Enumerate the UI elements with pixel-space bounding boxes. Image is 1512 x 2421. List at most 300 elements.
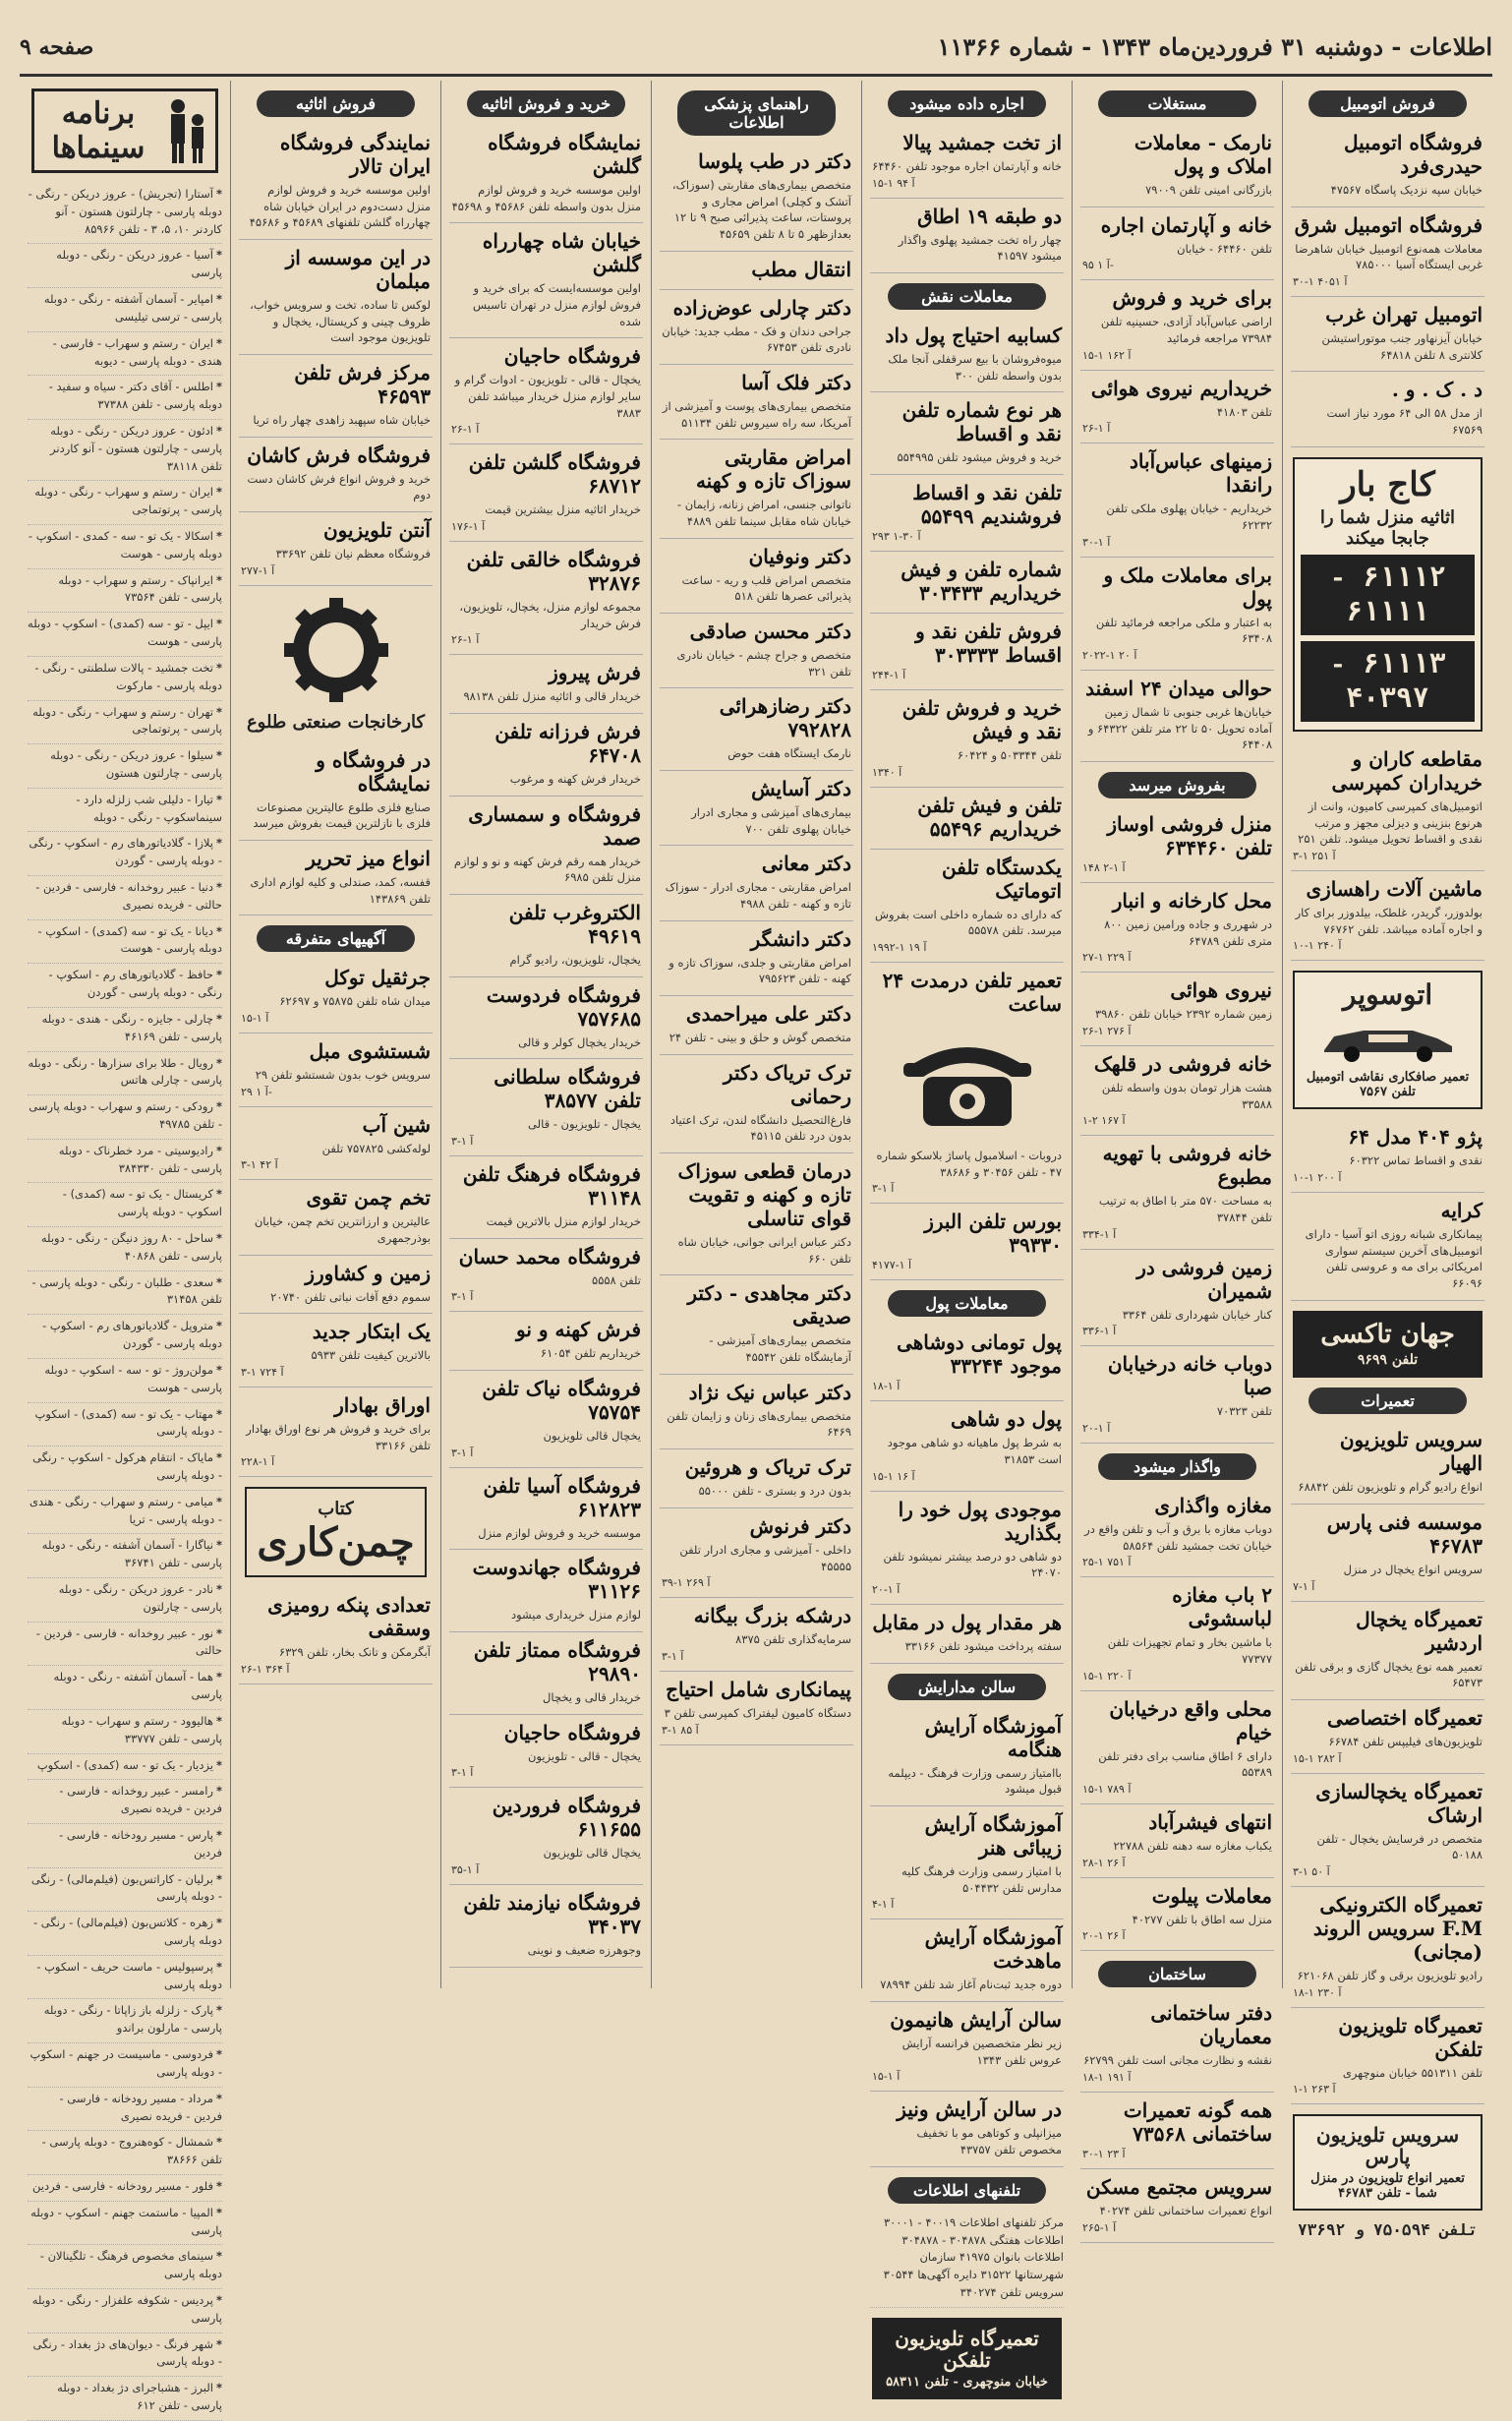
furniture-trade-ad-code: ۱۷۶-۱ آ [451,520,486,534]
cinema-listing [28,701,222,745]
heavy-vehicles-ad-body: اتومبیل‌های کمپرسی کامیون، وانت از هرنوع بنزینی و دیزلی مجهز و مرتب نقدی و اقساط تحویل میشود. تلفن ۲۵۱ [1298,799,1483,847]
toloo-industries-label: کارخانجات صنعتی طلوع [246,711,426,733]
medical-ad-title: دکتر در طب پلوسا [698,149,851,173]
furniture-trade-ad [449,542,643,655]
medical-ad-body: ناتوانی جنسی، امراض زنانه، زایمان - خیابان شاه مقابل سینما تلفن ۴۸۸۹ [676,498,851,529]
misc-ad-title: شستشوی مبل [309,1039,431,1064]
misc-ad-body: بالاترین کیفیت تلفن ۵۹۳۳ [311,1348,431,1363]
furniture-trade-ad-title: نمایشگاه فروشگاه گلشن [488,131,641,178]
for-sale-ad-body: کنار خیابان شهرداری تلفن ۳۳۶۴ [1122,1307,1272,1322]
misc-ad-body: میدان شاه تلفن ۷۵۸۷۵ و ۶۲۶۹۷ [279,994,431,1009]
furniture-trade-ad-body: خریدار همه رقم فرش کهنه و نو و لوازم منزل تلفن ۶۹۸۵ [453,854,641,885]
section-header-car-sales: فروش اتومبیل [1308,90,1468,117]
furniture-trade-ad-body: اولین موسسه خرید و فروش لوازم منزل بدون واسطه تلفن ۴۵۶۸۶ و ۴۵۶۹۸ [451,183,641,213]
real-estate-ad-body: خریداریم - خیابان پهلوی ملکی تلفن ۶۲۲۳۲ [1106,502,1272,533]
bullet-icon: * [215,1450,222,1465]
medical-ad-body: بیماری‌های آمیزشی و مجاری ادرار خیابان پهلوی تلفن ۷۰۰ [691,805,851,836]
phone-trade-ad-body: که دارای ده شماره داخلی است بفروش میرسد. تلفن ۵۵۵۷۸ [874,907,1062,938]
for-sale-ad-title: خانه فروشی با تهویه مطبوع [1102,1142,1272,1190]
medical-ad [660,365,853,440]
medical-ad-body: متخصص و جراح چشم - خیابان نادری تلفن ۳۲۱ [676,648,851,679]
furniture-trade-ad-body: وجوهرزه ضعیف و نوینی [527,1943,641,1958]
bullet-icon: * [215,2003,222,2018]
medical-ad-title: دکتر رضازهرائی ۷۹۲۸۲۸ [719,694,851,742]
medical-ad [660,440,853,538]
misc-ad-code: ۳-۱ آ ۴۲ [241,1158,278,1172]
furniture-trade-ad-title: فرش پیروز [549,661,641,685]
kajbar-ad-box [1293,457,1483,732]
cinema-listing [28,244,222,288]
money-trade-ad-code: ۲۰-۱ آ [872,1583,901,1597]
cinema-listing [28,1666,222,1710]
real-estate-ad-title: زمینهای عباس‌آباد رانقدا [1130,449,1272,498]
furniture-trade-ad [449,1885,643,1968]
section-header-real-estate: مستغلات [1098,90,1257,117]
bullet-icon: * [215,423,222,438]
bullet-icon: * [215,2381,222,2395]
for-lease-ad [1080,1577,1274,1690]
furniture-trade-ad [449,1468,643,1551]
money-trade-ad-title: پول دو شاهی [951,1407,1062,1432]
metal-industries-ad-body: قفسه، کمد، صندلی و کلیه لوازم اداری تلفن ۱۴۳۸۶۹ [250,875,431,906]
real-estate-ad-body: اراضی عباس‌آباد آزادی، حسینیه تلفن ۷۳۹۸۴ مراجعه فرمائید [1100,315,1272,346]
furniture-trade-ad-body: یخچال - تلویزیون - قالی [528,1117,641,1132]
column-furniture-misc [230,81,440,1988]
for-lease-ad-body: دارای ۶ اطاق مناسب برای دفتر تلفن ۵۵۳۸۹ [1098,1748,1272,1780]
medical-ad-body: متخصص امراض قلب و ریه - ساعت پذیرائی عصرها تلفن ۵۱۸ [681,572,851,604]
furniture-trade-ad-title: فروشگاه جهاندوست ۳۱۱۲۶ [472,1556,641,1604]
cinema-listing [28,2245,222,2289]
cinema-listing [28,569,222,614]
rental-ad-body: خانه و آپارتمان اجاره موجود تلفن ۶۴۴۶۰ [872,159,1062,173]
bullet-icon: * [215,572,222,587]
medical-ad-title: امراض مقاربتی سوزاک تازه و کهنه [695,445,851,494]
phone-trade-ad-title: تلفن و فیش تلفن خریداریم ۵۵۴۹۶ [917,793,1062,841]
cinema-listing-text: ایپل - تو - سه (کمدی) - اسکوپ - دوبله پارسی - هوست [28,617,222,649]
autosuper-ad-box [1293,971,1483,1109]
furniture-sale-ad [239,125,433,240]
cinema-listing [28,1956,222,2000]
cinema-listing [28,2289,222,2333]
bullet-icon: * [215,2293,222,2307]
medical-ad [660,539,853,614]
bullet-icon: * [215,2249,222,2264]
bullet-icon: * [215,748,222,763]
furniture-trade-ad-body: موسسه خرید و فروش لوازم منزل [478,1525,641,1540]
furniture-trade-ad-title: فروشگاه و سمساری صمد [468,801,641,850]
section-header-rentals: اجاره داده میشود [888,90,1047,117]
phone-trade-ad [870,392,1064,475]
furniture-trade-ad-title: فروشگاه آسیا تلفن ۶۱۲۸۲۳ [483,1473,641,1521]
cinema-listing [28,2333,222,2378]
bullet-icon: * [215,380,222,394]
medical-ad-body: متخصص بیماری‌های مقاربتی (سوزاک، آتشک و کچلی) امراض مجاری و پروستات، ساعت پذیرائی صبح ۹ تا ۱۲ بعدازظهر ۵ تا ۸ تلفن ۴۵۶۵۹ [671,178,851,242]
cinema-listing-text: رویال - طلا برای سزارها - رنگی - دوبله پارسی - چارلی هاتس [28,1055,222,1088]
fans-ad [239,1587,433,1684]
pars-tv-body: تعمیر انواع تلویزیون در منزل شما - تلفن ۴۶۷۸۳ [1310,2171,1465,2202]
cinema-listing [28,525,222,569]
metal-industries-ad [239,841,433,915]
for-sale-ad-body: تلفن ۷۰۳۲۳ [1216,1404,1272,1419]
column-medical-guide [651,81,861,1988]
furniture-trade-ad-code: ۳۵-۱ آ [451,1863,480,1877]
for-lease-ad [1080,1691,1274,1804]
medical-ad-title: درشکه بزرگ بیگانه [693,1604,851,1628]
beauty-salon-ad-body: میزانپلی و کوتاهی مو با تخفیف مخصوص تلفن ۴۳۷۵۷ [916,2126,1062,2157]
for-sale-ad-code: ۱۴۸ آ ۱-۲ [1082,861,1126,875]
misc-ad [239,1107,433,1181]
misc-ad-code: ۳-۱ آ ۷۲۴ [241,1366,284,1380]
bullet-icon: * [215,968,222,982]
cinema-listing-text: امپایر - آسمان آشفته - رنگی - دوبله پارسی - ترسی تیلیسی [43,292,222,324]
cinema-listing [28,2202,222,2246]
rental-ad [870,199,1064,273]
cinema-listing-text: رامسر - عبیر روخدانه - فارسی - فردین - فریده نصیری [59,1784,222,1816]
cinema-listing [28,1227,222,1271]
phone-trade-ad [870,475,1064,552]
furniture-trade-ad [449,444,643,542]
phone-repair-body: دروبات - اسلامبول پاساژ بلاسکو شماره ۴۷ - تلفن ۳۰۴۵۶ و ۳۸۶۸۶ [876,1149,1062,1179]
cinema-listing [28,481,222,525]
medical-ad-body: داخلی - آمیزشی و مجاری ادرار تلفن ۴۵۵۵۵ [679,1542,851,1573]
real-estate-ad [1080,280,1274,370]
furniture-sale-ad-title: آنتن تلویزیون [322,518,431,543]
furniture-trade-ad-body: مجموعه لوازم منزل، یخچال، تلویزیون، فرش خریدار [459,600,641,630]
cinema-listing-text: دنیا - عبیر روخدانه - فارسی - فردین - حالتی - فریده نصیری [35,880,222,912]
bullet-icon: * [215,1406,222,1421]
beauty-salon-ad-title: آموزشگاه آرایش هنگامه [924,1713,1062,1761]
cinema-listing [28,420,222,481]
construction-ad-title: همه گونه تعمیرات ساختمانی ۷۳۵۶۸ [1123,2098,1272,2147]
phone-repair-title: تعمیر تلفن درمدت ۲۴ ساعت [882,969,1062,1017]
for-sale-ad [1080,1250,1274,1347]
furniture-trade-ad [449,1312,643,1371]
real-estate-ad-title: نارمک - معاملات املاک و پول [1134,131,1272,178]
cinema-listing-text: زهره - کلاتس‌بون (فیلم‌مالی) - رنگی - دوبله پارسی [32,1916,222,1947]
cinema-listing [28,1183,222,1227]
furniture-trade-ad-title: فروشگاه ممتاز تلفن ۲۹۸۹۰ [473,1638,641,1686]
car-rental-ad-body: پیمانکاری شبانه روزی اتو آسیا - دارای اتومبیل‌های آخرین سیستم سواری امریکائی برای مه و عروسی تلفن ۶۶۰۹۶ [1305,1226,1483,1290]
misc-ad-code: ۱۵-۱ آ [241,1012,269,1026]
cinema-listing-text: آستارا (تجریش) - عروز دریکن - رنگی - دوبله پارسی - چارلتون هستون - آنو کاردنر ۱۰، ۵، ۳ - تلفن ۸۵۹۶۶ [28,187,222,236]
bullet-icon: * [215,1011,222,1026]
construction-ad-body: انواع تعمیرات ساختمانی تلفن ۴۰۲۷۴ [1099,2204,1272,2218]
phone-repair-code: ۳-۱ آ [872,1182,895,1196]
misc-ad-code: ۲۲۸-۱ آ [241,1455,275,1469]
cinema-listing [28,1780,222,1824]
furniture-trade-ad-body: خریدار لوازم منزل بالاترین قیمت [486,1214,641,1229]
phone-trade-ad-title: هر نوع شماره تلفن نقد و اقساط [901,398,1062,446]
bullet-icon: * [215,1494,222,1508]
furniture-trade-ad-title: فرش فرزانه تلفن ۶۴۷۰۸ [494,720,641,768]
misc-ad [239,1180,433,1255]
for-sale-ad-code: ۳۳۶-۱ آ [1082,1325,1117,1338]
for-sale-ad [1080,973,1274,1046]
repair-ad-title: تعمیرگاه یخچالسازی ارشاک [1315,1779,1483,1827]
cinema-listing-text: شهر فرنگ - دیوان‌های دژ بغداد - رنگی - دوبله پارسی [32,2336,222,2369]
metal-industries-ad-title: در فروشگاه و نمایشگاه [316,747,431,796]
beauty-salon-ad-body: زیر نظر متخصصین فرانسه آرایش عروس تلفن ۱۳۴۳ [901,2037,1062,2067]
furniture-trade-ad-title: فرش کهنه و نو [516,1318,641,1342]
medical-ad-body: دکتر عباس ایرانی جوانی، خیابان شاه تلفن ۶۶۰ [677,1235,851,1266]
medical-ad [660,1275,853,1374]
real-estate-ad [1080,371,1274,444]
cinema-listing [28,1271,222,1316]
heavy-vehicles-ad-body: بولدوزر، گریدر، غلطک، بیلدوزر برای کار و اجاره آماده میباشد. تلفن ۷۶۷۶۲ [1295,906,1483,936]
cinema-listing [28,1095,222,1140]
cinema-listing [28,2131,222,2175]
real-estate-ad-code: ۹۵ آ ۱- [1082,259,1114,272]
for-sale-ad-body: زمین شماره ۲۳۹۲ خیابان تلفن ۳۹۸۶۰ [1094,1007,1272,1022]
phone-trade-ad-title: فروش تلفن نقد و اقساط ۳۰۳۳۳۳ [915,620,1062,668]
money-trade-ad-body: به شرط پول ماهیانه دو شاهی موجود است ۳۱۸۵۳ [887,1436,1062,1467]
bullet-icon: * [215,923,222,938]
furniture-trade-ad [449,1715,643,1789]
for-lease-ad-title: معاملات پیلوت [1151,1883,1272,1908]
cinema-listing [28,1008,222,1052]
bullet-icon: * [215,1187,222,1202]
construction-ad-body: نقشه و نظارت مجانی است تلفن ۶۲۷۹۹ [1083,2053,1272,2068]
medical-ad-body: سرمایه‌گذاری تلفن ۸۳۷۵ [735,1632,851,1647]
cinema-listing-text: هما - آسمان آشفته - رنگی - دوبله پارسی [53,1670,222,1702]
medical-ad-body: دستگاه کامیون لیفتراک کمپرسی تلفن ۳ [664,1705,851,1720]
repair-ad [1291,1422,1484,1505]
cinema-listing [28,657,222,701]
cinema-listing-text: یزدیار - یک تو - سه (کمدی) - اسکوپ [36,1757,213,1772]
real-estate-ad [1080,207,1274,281]
car-sales-ad [1291,207,1484,297]
medical-ad [660,1672,853,1745]
bullet-icon: * [215,187,222,201]
misc-ad-title: یک ابتکار جدید [312,1320,431,1344]
cinema-listing [28,876,222,920]
misc-ad-body: سموم دفع آفات نباتی تلفن ۲۰۷۴۰ [270,1289,431,1304]
real-estate-ad-code: ۱۵-۱ آ ۱۶۲ [1082,348,1132,362]
medical-ad [660,771,853,846]
car-sales-ad-title: فروشگاه اتومبیل شرق [1294,212,1483,237]
cinema-listing [28,1868,222,1913]
section-header-for-sale: بفروش میرسد [1098,772,1257,798]
for-sale-ad-title: دوباب خانه درخیابان صبا [1107,1352,1272,1400]
cinema-listing-text: المپیا - ماستمت جهنم - اسکوپ - دوبله پارسی [30,2205,222,2237]
medical-ad-title: دکتر آسایش [751,777,851,801]
furniture-trade-ad [449,1371,643,1468]
bullet-icon: * [215,485,222,500]
misc-ad-body: سرویس خوب بدون شستشو تلفن ۲۹ [255,1068,431,1083]
phone-trade-ad [870,690,1064,788]
section-header-beauty-salon: سالن مدارایش [888,1674,1047,1700]
cinema-listing-text: ایران - رستم و سهراب - رنگی - دوبله پارسی - پرتوتماجی [34,485,222,517]
rental-ad-title: از تخت جمشید پیالا [902,131,1062,154]
bullet-icon: * [215,836,222,851]
toloo-industries-logo [239,596,433,733]
cinema-listing-text: مایاک - انتقام هرکول - اسکوپ - رنگی - دوبله پارسی [32,1450,222,1482]
cinema-listing-text: تهران - رستم و سهراب - رنگی - دوبله پارسی - پرتوتماجی [32,704,222,737]
kajbar-phone-1: ۶۱۱۱۲ - ۶۱۱۱۱ [1301,555,1475,635]
furniture-trade-ad-code: ۳-۱ آ [451,1135,474,1149]
for-sale-ad [1080,1346,1274,1444]
heavy-vehicles-ad [1291,741,1484,871]
real-estate-ad-body: به اعتبار و ملکی مراجعه فرمائید تلفن ۶۳۴۰۸ [1095,615,1272,646]
repair-ad-title: تعمیرگاه الکترونیکی F.M سرویس الروند (مجانی) [1312,1892,1483,1964]
medical-ad-body: فارغ‌التحصیل دانشگاه لندن، ترک اعتیاد بدون درد تلفن ۴۵۱۱۵ [669,1112,851,1144]
info-phones-list: مرکز تلفنهای اطلاعات ۴۰۰۱۹ - ۳۰۰۰۱ اطلاعات هفتگی ۳۰۴۸۷۸ - ۳۰۴۸۷۸ اطلاعات بانوان ۴۱۹۷۵ سازمان شهرستانها ۳۱۵۲۲ دایره آگهی‌ها ۳۰۵۴۴ سرویس تلفن ۳۴۰۲۷۴ [870,2212,1064,2308]
furniture-trade-ad-code: ۳-۱ آ [451,1290,474,1304]
medical-ad [660,688,853,771]
misc-ad [239,1033,433,1107]
repair-ad [1291,1700,1484,1774]
fans-ad-body: آبگرمکن و تانک بخار، تلفن ۶۳۲۹ [278,1645,431,1660]
misc-ad-body: لوله‌کشی ۷۵۷۸۲۵ تلفن [321,1141,431,1155]
for-sale-ad-body: به مساحت ۵۷۰ متر با اطاق به ترتیب تلفن ۳۷۸۴۴ [1098,1194,1272,1225]
money-trade-ad-code: ۱۵-۱ آ ۱۶ [872,1469,915,1483]
repair-ad [1291,1505,1484,1602]
bullet-icon: * [215,292,222,307]
bullet-icon: * [215,1538,222,1553]
medical-ad-body: امراض مقاربتی و جلدی، سوزاک تازه و کهنه - تلفن ۷۹۵۶۲۳ [669,955,851,986]
furniture-sale-ad [239,240,433,355]
bullet-icon: * [215,2178,222,2193]
medical-ad [660,1508,853,1598]
medical-ad-body: متخصص بیماری‌های پوست و آمیزشی از آمریکا، سه راه سیروس تلفن ۵۱۱۳۴ [662,399,851,430]
cinema-listing-text: سیلوا - عروز دریکن - رنگی - دوبله پارسی - چارلتون هستون [50,748,222,780]
construction-ad [1080,2169,1274,2243]
for-sale-ad-code: ۲۶-۱ آ ۲۷۶ [1082,1025,1132,1038]
car-sales-ad [1291,372,1484,446]
misc-ad-title: اوراق بهادار [334,1393,431,1418]
car-rental-ad-body: نقدی و اقساط تماس ۶۰۳۲۲ [1349,1153,1483,1168]
cinema-listing-text: فردوسی - ماسیست در جهنم - اسکوپ - دوبله پارسی [29,2047,222,2079]
column-cinema-program [20,81,230,2413]
cinema-listing [28,2377,222,2421]
phone-trade-ad [870,552,1064,614]
furniture-trade-ad-title: خیابان شاه چهارراه گلشن [482,229,641,277]
telfekon-title: تعمیرگاه تلویزیون تلفکن [895,2326,1039,2372]
medical-ad-title: دکتر عباس نیک نژاد [688,1380,851,1404]
real-estate-ad-title: خانه و آپارتمان اجاره [1100,212,1272,237]
car-rental-ad [1291,1119,1484,1193]
repair-ad-code: ۱۸-۱ آ ۲۳۰ [1293,1985,1342,1999]
for-sale-ad [1080,1136,1274,1249]
furniture-trade-ad-title: فروشگاه فروردین ۶۱۱۶۵۵ [492,1794,641,1842]
furniture-trade-ad-title: فروشگاه فردوست ۷۵۷۶۸۵ [486,982,641,1031]
cinema-listing-text: پارس - مسیر رودخانه - فارسی - فردین [59,1827,222,1860]
section-header-phone-trade: معاملات نقش [888,283,1047,310]
medical-ad-title: دکتر محسن صادقی [689,620,851,644]
section-header-info-phones: تلفنهای اطلاعات [888,2177,1047,2204]
cinema-listing-text: پلازا - گلادیاتورهای رم - اسکوپ - رنگی - دوبله پارسی - گوردن [29,836,222,868]
bullet-icon: * [215,792,222,806]
for-lease-ad-code: ۲۰-۱ آ ۲۶ [1082,1929,1126,1943]
furniture-trade-ad-title: فروشگاه حاجیان [503,1720,641,1744]
beauty-salon-ad-body: باامتیاز رسمی وزارت فرهنگ - دیپلمه قبول میشود [888,1765,1062,1797]
car-sales-ad-body: خیابان سپه نزدیک پاسگاه ۴۷۵۶۷ [1330,183,1483,197]
furniture-sale-ad-body: فروشگاه معظم نیان تلفن ۳۳۶۹۲ [275,547,431,561]
cinema-listing-text: شمشال - کوه‌هنروج - دوبله پارسی - تلفن ۳۸۶۶۶ [41,2135,222,2167]
cinema-listing [28,1623,222,1667]
section-header-money-trade: معاملات پول [888,1290,1047,1317]
for-lease-ad-body: یکباب مغازه سه دهنه تلفن ۲۲۷۸۸ [1113,1839,1272,1854]
medical-ad-body: متخصص بیماری‌های آمیزشی - آزمایشگاه تلفن ۴۵۵۴۲ [709,1333,851,1365]
fans-ad-code: ۲۶-۱ آ ۳۶۴ [241,1663,290,1677]
medical-ad [660,290,853,365]
rental-ad [870,125,1064,199]
money-trade-ad-title: هر مقدار پول در مقابل [872,1611,1062,1635]
bullet-icon: * [215,2336,222,2351]
gear-icon [262,596,410,704]
cinema-listing [28,1824,222,1868]
money-trade-ad-body: دو شاهی دو درصد بیشتر نمیشود تلفن ۲۴۰۷۰ [883,1549,1062,1580]
for-lease-ad [1080,1488,1274,1577]
furniture-trade-ad [449,655,643,714]
bullet-icon: * [215,660,222,675]
cinema-listing-text: سعدی - طلبان - رنگی - دوبله پارسی - تلفن ۳۱۴۵۸ [31,1274,222,1307]
furniture-trade-ad-body: خریدار فرش کهنه و مرغوب [509,772,641,787]
repair-ad [1291,1602,1484,1700]
furniture-sale-ad-body: خرید و فروش انواع فرش کاشان دست دوم [247,471,431,502]
furniture-trade-ad [449,895,643,977]
for-lease-ad-body: منزل سه اطاق با تلفن ۴۰۲۷۷ [1132,1912,1272,1926]
cinema-listing [28,1534,222,1578]
for-sale-ad [1080,1046,1274,1136]
bullet-icon: * [215,617,222,631]
furniture-trade-ad [449,1788,643,1885]
newspaper-page [20,20,1492,2413]
furniture-trade-ad-body: تلفن ۵۵۵۸ [592,1272,641,1287]
phone-trade-ad [870,318,1064,392]
cinema-listing [28,1999,222,2043]
car-sales-ad-body: از مدل ۵۸ الی ۶۴ مورد نیاز است ۶۷۵۶۹ [1326,406,1483,438]
furniture-trade-ad-code: ۲۶-۱ آ [451,423,480,437]
for-sale-ad [1080,883,1274,973]
cinema-listing-text: نور - عبیر روخدانه - فارسی - فردین - حالتی [35,1625,222,1658]
cinema-listing-text: اسکالا - یک تو - سه - کمدی - اسکوپ - دوبله پارسی - هوست [28,529,222,561]
bullet-icon: * [215,1713,222,1728]
bullet-icon: * [215,1231,222,1245]
misc-ad-title: زمین و کشاورز [305,1261,431,1285]
repair-ad-title: تعمیرگاه تلویزیون تلفکن [1338,2013,1483,2061]
bullet-icon: * [215,335,222,350]
phone-trade-ad-title: خرید و فروش تلفن نقد و فیش [901,696,1062,744]
furniture-trade-ad-body: خریدار یخچال کولر و قالی [518,1034,641,1049]
furniture-sale-ad-body: لوکس تا ساده، تخت و سرویس خواب، ظروف چینی و کریستال، یخچال و تلویزیون موجود است [250,298,431,345]
medical-ad [660,921,853,996]
bullet-icon: * [215,1784,222,1799]
furniture-trade-ad-title: فروشگاه فرهنگ تلفن ۳۱۱۴۸ [462,1162,641,1210]
furniture-sale-ad-code: ۲۷۷-۱ آ [241,563,275,577]
cinema-listing [28,288,222,332]
medical-ad [660,1055,853,1153]
furniture-trade-ad [449,223,643,338]
masthead-page-number: صفحه ۹ [20,33,94,60]
real-estate-ad-body: خیابان‌ها غربی جنوبی تا شمال زمین آماده تحویل ۵۰ تا ۲۲ متر تلفن ۶۴۳۲۲ و ۶۴۴۰۸ [1087,705,1272,752]
repair-ad-code: ۱-۱ آ ۲۶۳ [1293,2083,1336,2096]
furniture-trade-ad-title: فروشگاه نیاک تلفن ۷۵۷۵۴ [482,1377,641,1425]
furniture-trade-ad [449,1239,643,1313]
beauty-salon-ad-body: دوره جدید ثبت‌نام آغاز شد تلفن ۷۸۹۹۴ [880,1978,1062,1992]
for-lease-ad [1080,1878,1274,1952]
cinema-listing [28,1447,222,1491]
car-rental-ad [1291,1193,1484,1301]
beauty-salon-ad [870,1919,1064,2002]
column-footer-phone: تلفن ۷۵۰۵۹۴ و ۷۳۶۹۲ [1298,2222,1478,2241]
repair-ad-title: تعمیرگاه اختصاصی [1327,1705,1483,1730]
cinema-listing [28,964,222,1008]
bullet-icon: * [215,529,222,543]
phone-trade-ad-title: تلفن نقد و اقساط فروشندیم ۵۵۴۹۹ [912,481,1062,529]
bullet-icon: * [215,1143,222,1157]
repair-ad-body: سرویس انواع یخچال در منزل [1343,1562,1483,1576]
